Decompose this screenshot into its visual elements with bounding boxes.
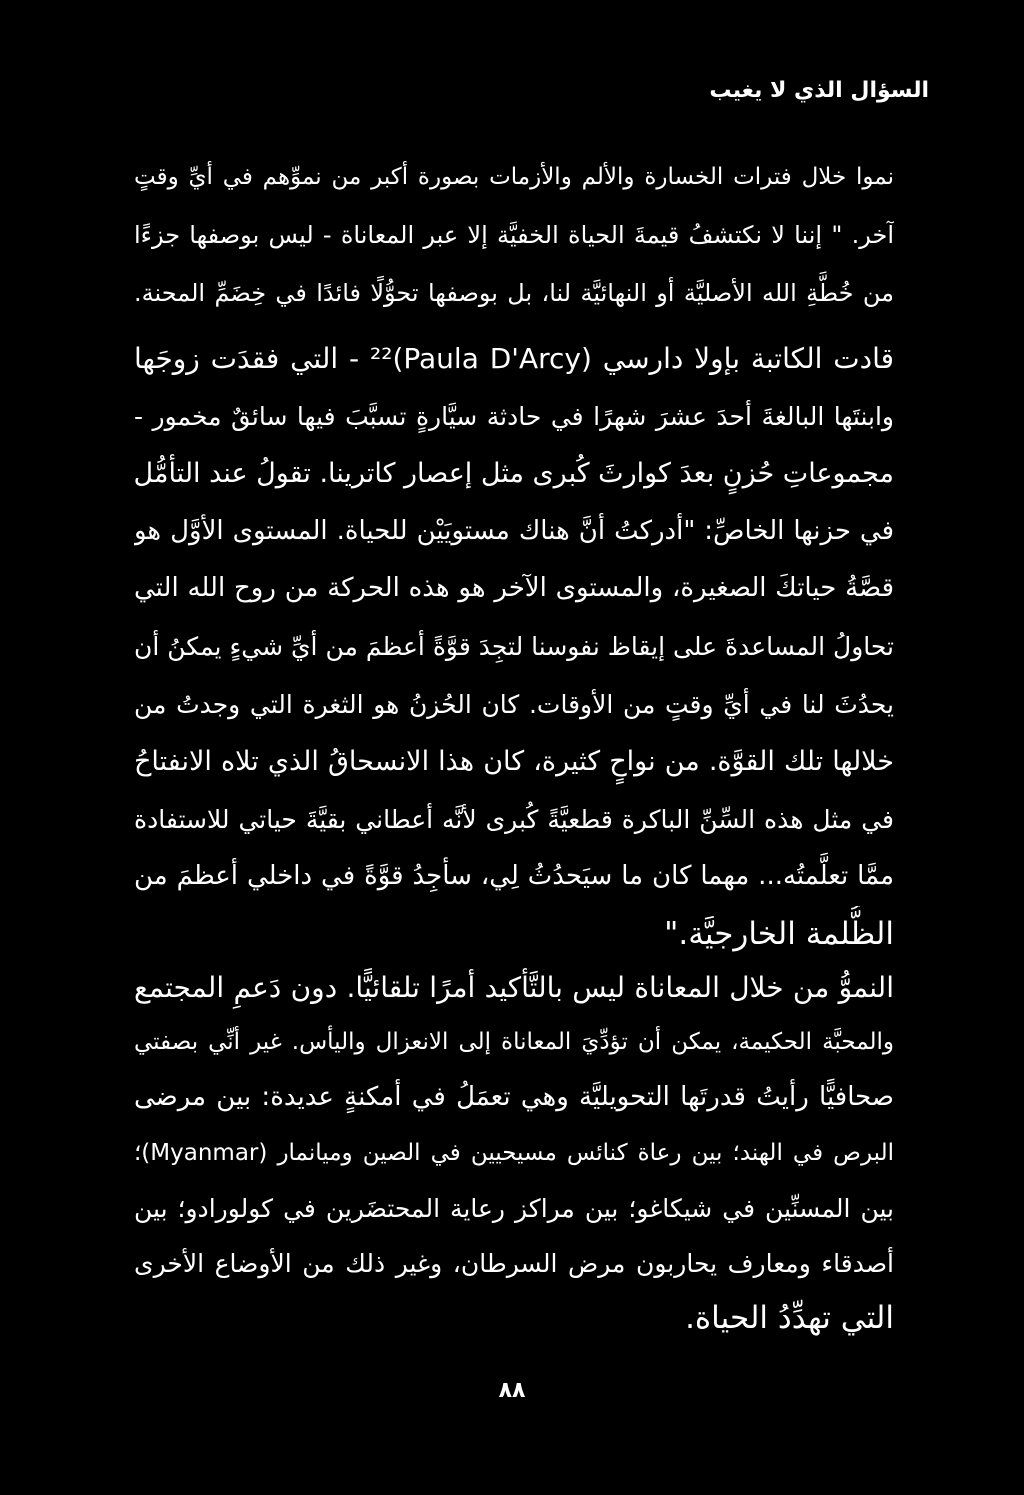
- text-line: في مثل هذه السِّنِّ الباكرة قطعيَّةً كُبرى لأنَّه أعطاني بقيَّةَ حياتي للاستفادة: [134, 804, 894, 834]
- text-line: النموُّ من خلال المعاناة ليس بالتَّأكيد أمرًا تلقائيًّا. دون دَعمِ المجتمع: [134, 971, 894, 1004]
- text-line: آخر. " إننا لا نكتشفُ قيمةَ الحياة الخفيَّة إلا عبر المعاناة - ليس بوصفها جزءًا: [134, 221, 894, 249]
- paragraph-2: [134, 330, 894, 964]
- text-line: في حزنها الخاصِّ: "أدركتُ أنَّ هناك مستويَيْن للحياة. المستوى الأوَّل هو: [134, 515, 894, 546]
- text-line: وابنتَها البالغةَ أحدَ عشرَ شهرًا في حادثة سيَّارةٍ تسبَّبَ فيها سائقٌ مخمور -: [134, 401, 894, 431]
- text-line: بين المسنِّين في شيكاغو؛ بين مراكز رعاية المحتضَرين في كولورادو؛ بين: [134, 1193, 894, 1223]
- text-line: التي تهدِّدُ الحياة.: [685, 1300, 894, 1337]
- text-line: نموا خلال فترات الخسارة والألم والأزمات بصورة أكبر من نموِّهم في أيِّ وقتٍ: [134, 164, 894, 190]
- paragraph-3: [134, 960, 894, 1346]
- text-line: تحاولُ المساعدةَ على إيقاظ نفوسنا لتجِدَ قوَّةً أعظمَ من أيِّ شيءٍ يمكنُ أن: [134, 631, 894, 661]
- text-line: والمحبَّة الحكيمة، يمكن أن تؤدِّيَ المعاناة إلى الانعزال واليأس. غير أنِّي بصفتي: [134, 1029, 894, 1056]
- text-line: قادت الكاتبة بإولا دارسي (Paula D'Arcy)²² - التي فقدَت زوجَها: [134, 342, 894, 375]
- text-line: خلالها تلك القوَّة. من نواحٍ كثيرة، كان هذا الانسحاقُ الذي تلاه الانفتاحُ: [134, 746, 894, 778]
- text-line: يحدُثَ لنا في أيِّ وقتٍ من الأوقات. كان الحُزنُ هو الثغرة التي وجدتُ من: [134, 689, 894, 719]
- text-line: أصدقاء ومعارف يحاربون مرض السرطان، وغير ذلك من الأوضاع الأخرى: [134, 1248, 894, 1278]
- text-line: قصَّةُ حياتكَ الصغيرة، والمستوى الآخر هو هذه الحركة من روح الله التي: [134, 573, 894, 604]
- text-line: البرص في الهند؛ بين رعاة كنائس مسيحيين في الصين وميانمار (Myanmar)؛: [134, 1139, 894, 1166]
- text-line: مجموعاتِ حُزنٍ بعدَ كوارثَ كُبرى مثل إعصار كاترينا. تقولُ عند التأمُّل: [134, 458, 894, 490]
- page-number: ٨٨: [498, 1378, 526, 1403]
- running-head: السؤال الذي لا يغيب: [709, 78, 929, 103]
- text-line: صحافيًّا رأيتُ قدرتَها التحويليَّة وهي تعمَلُ في أمكنةٍ عديدة: بين مرضى: [134, 1082, 894, 1113]
- text-line: الظُّلمة الخارجيَّة.": [664, 915, 894, 952]
- text-line: من خُطَّةِ الله الأصليَّة أو النهائيَّة لنا، بل بوصفها تحوُّلًا فائدًا في خِضَمِّ المحنة.: [134, 279, 894, 307]
- text-line: ممَّا تعلَّمتُه... مهما كان ما سيَحدُثُ لِي، سأجِدُ قوَّةً في داخلي أعظمَ من: [134, 861, 894, 892]
- paragraph-1: [134, 148, 894, 322]
